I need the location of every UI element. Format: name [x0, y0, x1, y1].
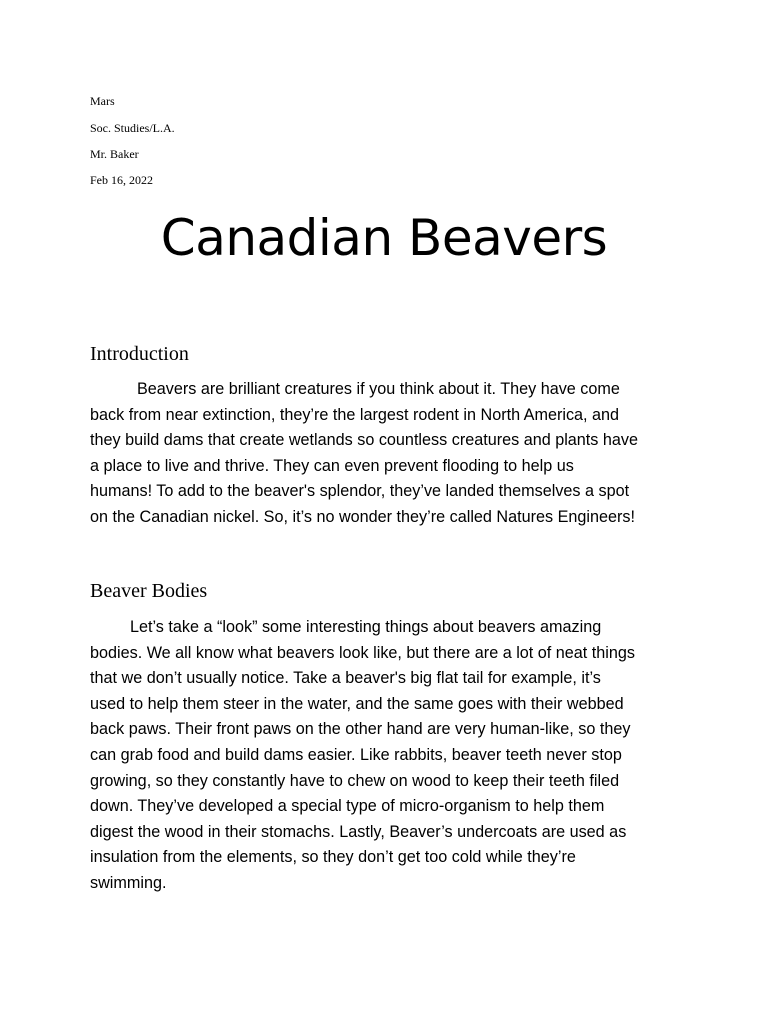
- paragraph-line: on the Canadian nickel. So, it’s no wonder they’re called Natures Engineers!: [90, 507, 635, 526]
- paragraph-line: back from near extinction, they’re the largest rodent in North America, and: [90, 405, 620, 424]
- paragraph-line: that we don’t usually notice. Take a beaver's big flat tail for example, it’s: [90, 669, 601, 688]
- paragraph-line: they build dams that create wetlands so countless creatures and plants have: [90, 431, 638, 450]
- section-heading-introduction: Introduction: [90, 343, 189, 365]
- teacher-name: Mr. Baker: [90, 147, 139, 161]
- paragraph-line: humans! To add to the beaver's splendor, they’ve landed themselves a spot: [90, 482, 630, 501]
- section-heading-beaver-bodies: Beaver Bodies: [90, 580, 208, 602]
- paragraph-line: Beavers are brilliant creatures if you think about it. They have come: [137, 380, 620, 398]
- paragraph-line: growing, so they constantly have to chew on wood to keep their teeth filed: [90, 771, 620, 790]
- paragraph-line: used to help them steer in the water, and the same goes with their webbed: [90, 694, 624, 713]
- paragraph-line: back paws. Their front paws on the other hand are very human-like, so they: [90, 720, 631, 739]
- author-name: Mars: [90, 94, 115, 108]
- paragraph-line: insulation from the elements, so they don’t get too cold while they’re: [90, 848, 576, 867]
- paragraph-line: can grab food and build dams easier. Like rabbits, beaver teeth never stop: [90, 745, 622, 764]
- paragraph-line: digest the wood in their stomachs. Lastly, Beaver’s undercoats are used as: [90, 822, 627, 841]
- paragraph-line: down. They’ve developed a special type of micro-organism to help them: [90, 797, 605, 816]
- course-name: Soc. Studies/L.A.: [90, 121, 175, 135]
- paragraph-beaver-bodies: [90, 615, 690, 897]
- paragraph-line: Let’s take a “look” some interesting things about beavers amazing: [130, 618, 602, 636]
- document-date: Feb 16, 2022: [90, 173, 153, 187]
- paragraph-line: a place to live and thrive. They can even prevent flooding to help us: [90, 456, 574, 475]
- paragraph-line: swimming.: [90, 873, 167, 892]
- paragraph-line: bodies. We all know what beavers look like, but there are a lot of neat things: [90, 643, 635, 662]
- paragraph-introduction: [90, 377, 690, 531]
- document-title: Canadian Beavers: [160, 209, 608, 267]
